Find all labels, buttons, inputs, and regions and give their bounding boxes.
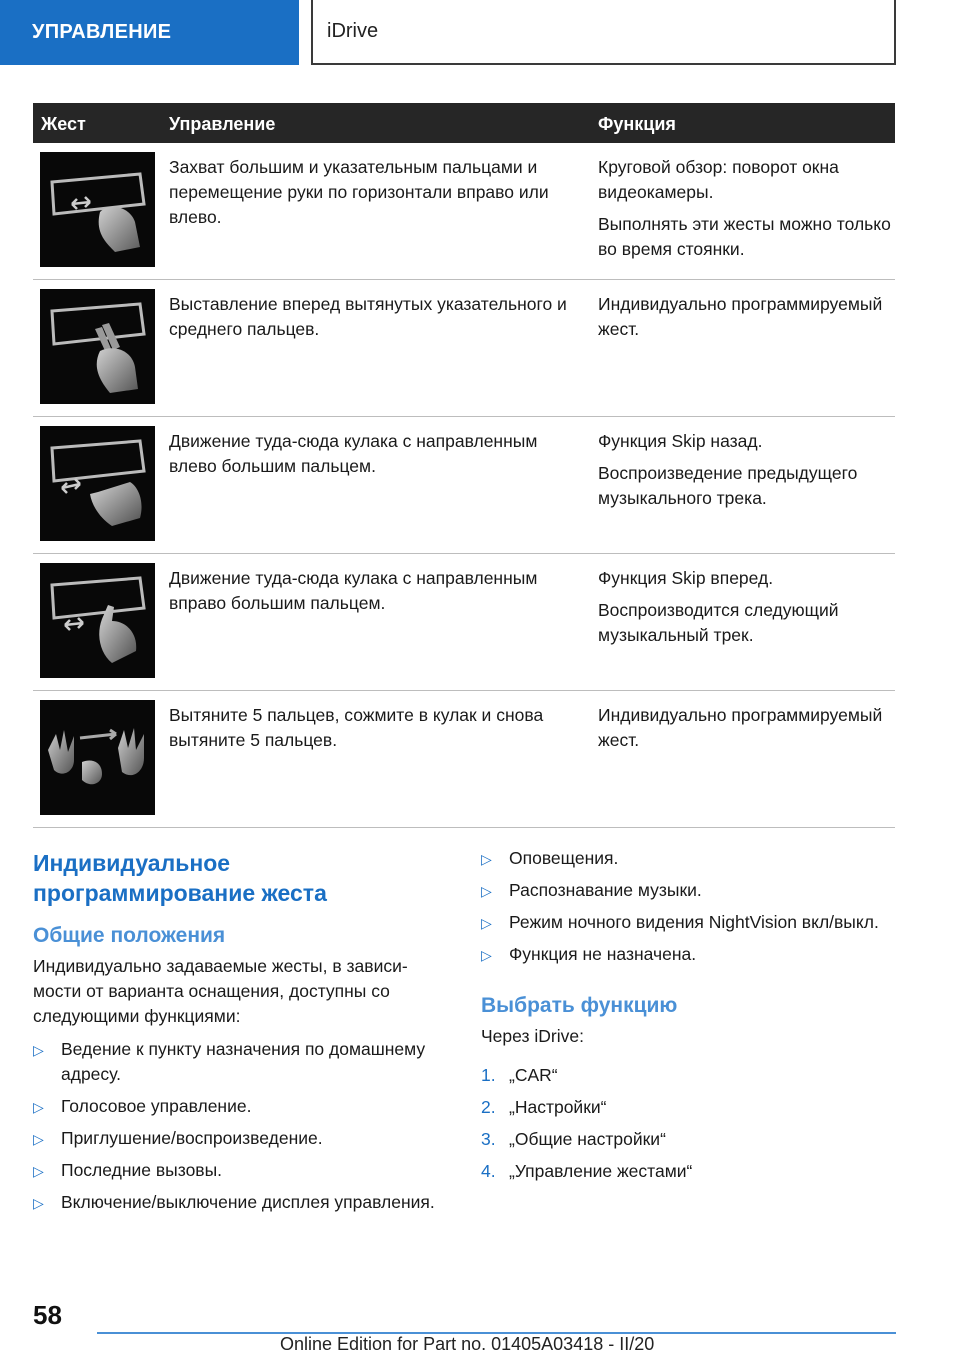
list-item-text: Голосовое управление. [61,1096,252,1116]
list-item [33,1126,443,1151]
general-text: Индивидуально задаваемые жесты, в зависимости от варианта оснащения, доступны со следующими функциями: [33,956,408,1026]
gesture-table [33,103,895,828]
triangle-bullet-icon: ▷ [33,1163,44,1179]
steps-list [481,1063,896,1184]
step-item [481,1127,896,1152]
gesture-control-text: Захват большим и указательным пальцами и перемещение руки по горизонтали вправо или влево. [169,157,549,227]
gesture-function [598,566,893,655]
triangle-bullet-icon: ▷ [481,883,492,899]
gesture-fist-right-icon [40,563,155,678]
triangle-bullet-icon: ▷ [33,1131,44,1147]
section-title: УПРАВЛЕНИЕ [32,21,172,43]
triangle-bullet-icon: ▷ [33,1195,44,1211]
gesture-fist-left-icon [40,426,155,541]
list-item-text: Приглушение/воспроизведение. [61,1128,323,1148]
function-line: Воспроизведение предыдущего музыкального трека. [598,463,858,508]
section-tab [0,0,299,65]
triangle-bullet-icon: ▷ [33,1042,44,1058]
step-number: 4. [481,1161,496,1181]
list-item [33,1037,443,1087]
step-number: 2. [481,1097,496,1117]
step-item [481,1095,896,1120]
triangle-bullet-icon: ▷ [33,1099,44,1115]
list-item-text: Функция не назначена. [509,944,697,964]
triangle-bullet-icon: ▷ [481,947,492,963]
list-item-text: Распознавание музыки. [509,880,702,900]
table-row [33,691,895,828]
column-header-gesture: Жест [41,114,86,134]
step-text: „Общие настройки“ [509,1129,666,1149]
step-item [481,1063,896,1088]
function-line: Индивидуально программируемый жест. [598,294,883,339]
list-item-text: Включение/выключение дисплея управления. [61,1192,435,1212]
table-row [33,143,895,280]
function-list [33,1037,443,1215]
function-line: Функция Skip назад. [598,431,763,451]
function-list-continued [481,846,896,967]
list-item [481,846,896,871]
function-line: Функция Skip вперед. [598,568,774,588]
step-text: „CAR“ [509,1065,558,1085]
triangle-bullet-icon: ▷ [481,915,492,931]
step-text: „Управление жестами“ [509,1161,693,1181]
topic-box [311,0,896,65]
left-column [33,848,443,1222]
list-item-text: Режим ночного видения NightVision вкл/выкл. [509,912,879,932]
list-item [33,1094,443,1119]
select-intro: Через iDrive: [481,1026,584,1046]
list-item-text: Ведение к пункту назначения по домашнему адресу. [61,1039,426,1084]
list-item [481,942,896,967]
footer-edition: Online Edition for Part no. 01405A03418 - II/20 [280,1334,655,1354]
gesture-five-fingers-icon [40,700,155,815]
gesture-control-text: Движение туда-сюда кулака с направленным влево большим пальцем. [169,431,538,476]
general-heading: Общие положения [33,924,226,947]
topic-title: iDrive [327,20,379,42]
gesture-control-text: Движение туда-сюда кулака с направленным вправо большим пальцем. [169,568,538,613]
step-text: „Настройки“ [509,1097,607,1117]
gesture-two-fingers-icon [40,289,155,404]
gesture-function [598,429,893,518]
triangle-bullet-icon: ▷ [481,851,492,867]
gesture-grab-move-icon [40,152,155,267]
function-line: Круговой обзор: поворот окна видеокамеры. [598,157,839,202]
section-heading: Индивидуальное программирование жеста [33,850,327,906]
gesture-control-text: Вытяните 5 пальцев, сожмите в кулак и снова вытяните 5 пальцев. [169,705,544,750]
step-item [481,1159,896,1184]
table-row [33,280,895,417]
column-header-function: Функция [598,114,676,134]
table-row [33,554,895,691]
list-item-text: Последние вызовы. [61,1160,223,1180]
column-header-control: Управление [169,114,276,134]
list-item [481,878,896,903]
function-line: Выполнять эти жесты можно только во время стоянки. [598,214,891,259]
right-column [481,846,896,1191]
step-number: 3. [481,1129,496,1149]
list-item [481,910,896,935]
gesture-control-text: Выставление вперед вытянутых указательного и среднего пальцев. [169,294,567,339]
gesture-function [598,703,893,760]
select-heading: Выбрать функцию [481,994,678,1017]
gesture-function [598,155,893,269]
function-line: Индивидуально программируемый жест. [598,705,883,750]
list-item [33,1158,443,1183]
step-number: 1. [481,1065,496,1085]
page-number: 58 [33,1300,62,1330]
gesture-function [598,292,893,349]
list-item-text: Оповещения. [509,848,619,868]
table-header [33,103,895,143]
function-line: Воспроизводится следующий музыкальный трек. [598,600,839,645]
table-row [33,417,895,554]
list-item [33,1190,443,1215]
